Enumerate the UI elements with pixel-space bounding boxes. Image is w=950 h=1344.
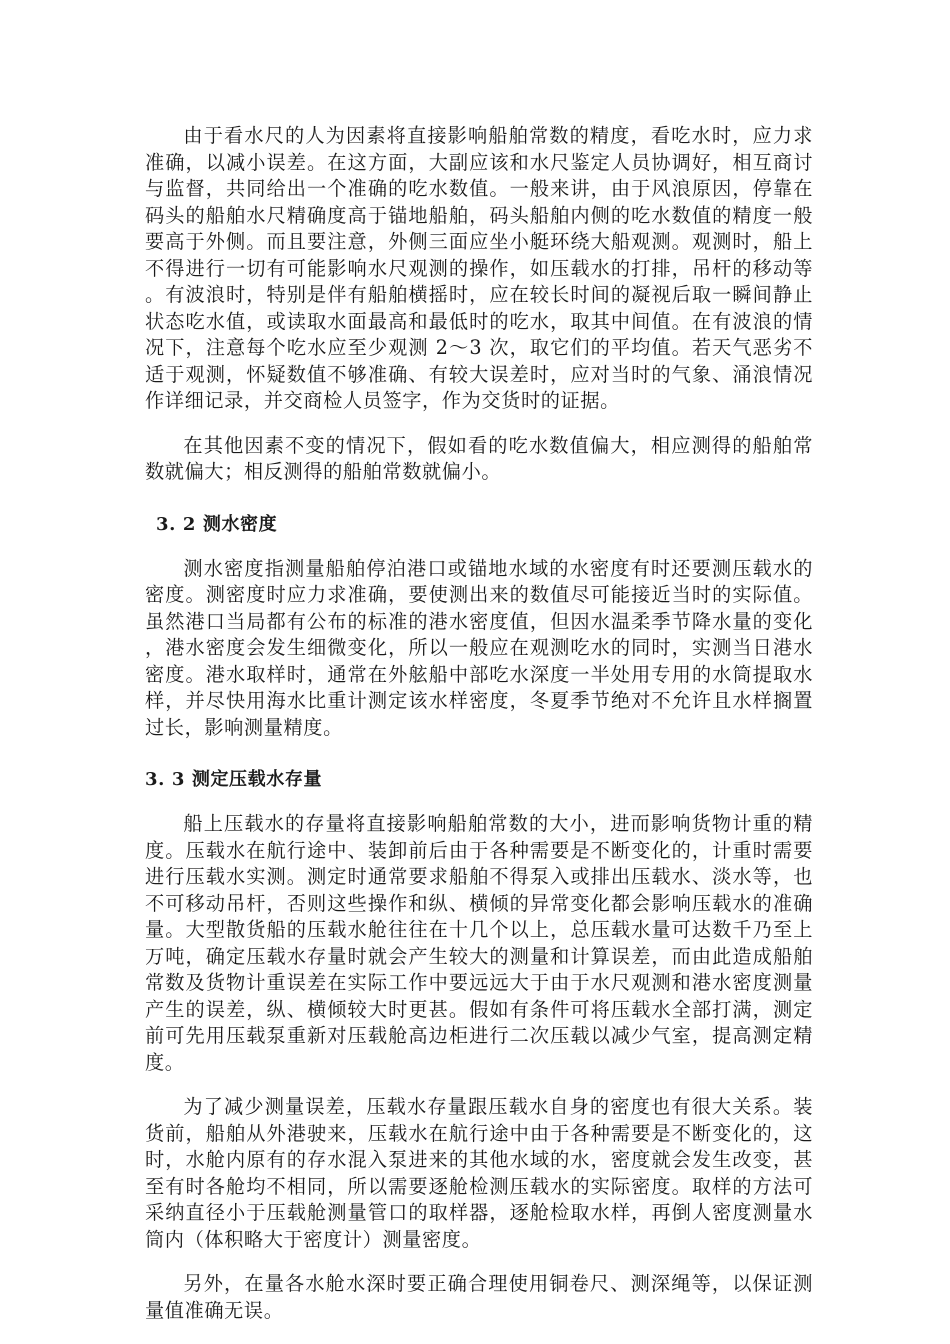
paragraph-ballast-water-quantity: 船上压载水的存量将直接影响船舶常数的大小，进而影响货物计重的精度。压载水在航行途中、装卸前后由于各种需要是不断变化的，计重时需要进行压载水实测。测定时通常要求船舶不得泵入或排出压载水、淡水等，也不可移动吊杆，否则这些操作和纵、横倾的异常变化都会影响压载水的准确量。大型散货船的压载水舱往往在十几个以上，总压载水量可达数千乃至上万吨，确定压载水存量时就会产生较大的测量和计算误差，而由此造成船舶常数及货物计重误差在实际工作中要远远大于由于水尺观测和港水密度测量产生的误差，纵、横倾较大时更甚。假如有条件可将压载水全部打满，测定前可先用压载泵重新对压载舱高边柜进行二次压载以减少气室，提高测定精度。	[145, 812, 813, 1074]
paragraph-water-density: 测水密度指测量船舶停泊港口或锚地水域的水密度有时还要测压载水的密度。测密度时应力求准确，要使测出来的数值尽可能接近当时的实际值。虽然港口当局都有公布的标准的港水密度值，但因水温柔季节降水量的变化，港水密度会发生细微变化，所以一般应在观测吃水的同时，实测当日港水密度。港水取样时，通常在外舷船中部吃水深度一半处用专用的水筒提取水样，并尽快用海水比重计测定该水样密度，冬夏季节绝对不允许且水样搁置过长，影响测量精度。	[145, 556, 813, 739]
section-heading-ballast-water: 3. 3 测定压载水存量	[145, 769, 323, 790]
paragraph-ballast-water-density: 为了减少测量误差，压载水存量跟压载水自身的密度也有很大关系。装货前，船舶从外港驶来，压载水在航行途中由于各种需要是不断变化的，这时，水舱内原有的存水混入泵进来的其他水域的水，密度就会发生改变，甚至有时各舱均不相同，所以需要逐舱检测压载水的实际密度。取样的方法可采纳直径小于压载舱测量管口的取样器，逐舱检取水样，再倒人密度测量水筒内（体积略大于密度计）测量密度。	[145, 1095, 813, 1251]
document-page	[145, 123, 813, 1324]
section-heading-water-density: 3. 2 测水密度	[156, 513, 278, 535]
paragraph-tank-depth-measurement: 另外，在量各水舱水深时要正确合理使用铜卷尺、测深绳等，以保证测量值准确无误。	[145, 1272, 813, 1322]
paragraph-draft-reading-accuracy: 由于看水尺的人为因素将直接影响船舶常数的精度，看吃水时，应力求准确，以减小误差。在这方面，大副应该和水尺鉴定人员协调好，相互商讨与监督，共同给出一个准确的吃水数值。一般来讲，由于风浪原因，停靠在码头的船舶水尺精确度高于锚地船舶，码头船舶内侧的吃水数值的精度一般要高于外侧。而且要注意，外侧三面应坐小艇环绕大船观测。观测时，船上不得进行一切有可能影响水尺观测的操作，如压载水的打排，吊杆的移动等。有波浪时，特别是伴有船舶横摇时，应在较长时间的凝视后取一瞬间静止状态吃水值，或读取水面最高和最低时的吃水，取其中间值。在有波浪的情况下，注意每个吃水应至少观测 2～3 次，取它们的平均值。若天气恶劣不适于观测，怀疑数值不够准确、有较大误差时，应对当时的气象、涌浪情况作详细记录，并交商检人员签字，作为交货时的证据。	[145, 124, 813, 412]
paragraph-draft-reading-effect: 在其他因素不变的情况下，假如看的吃水数值偏大，相应测得的船舶常数就偏大；相反测得的船舶常数就偏小。	[145, 433, 813, 483]
